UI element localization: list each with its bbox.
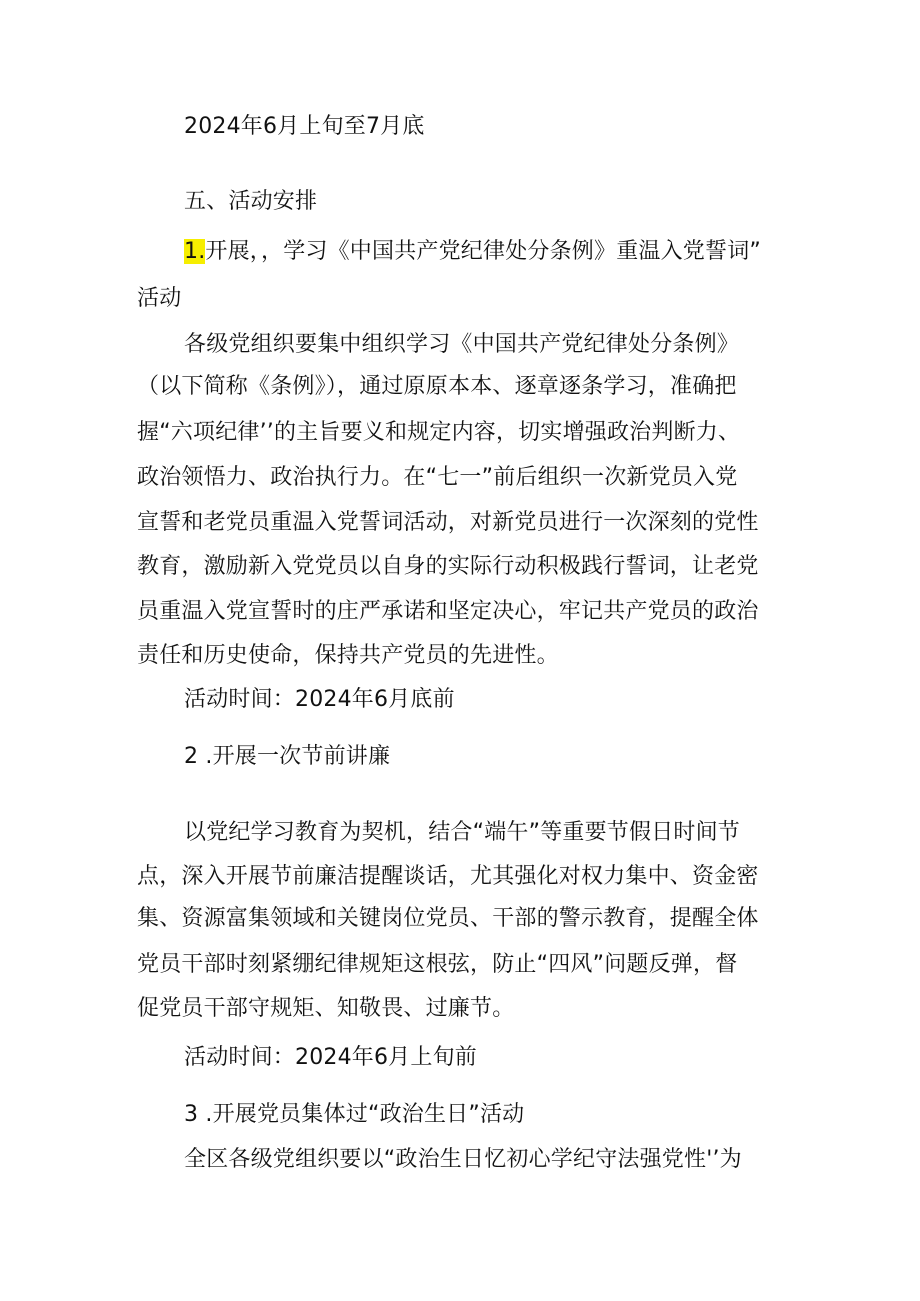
item2-body-line: 促党员干部守规矩、知敬畏、过廉节。 xyxy=(137,996,515,1021)
item1-body-line: 政治领悟力、政治执行力。在“七一”前后组织一次新党员入党 xyxy=(137,465,738,490)
item1-title xyxy=(184,237,761,267)
item3-title: 3 .开展党员集体过“政治生日”活动 xyxy=(184,1102,525,1127)
item1-title-text: 开展，，学习《中国共产党纪律处分条例》重温入党誓词” xyxy=(205,239,761,264)
item1-body-line: （以下简称《条例》），通过原原本本、逐章逐条学习，准确把 xyxy=(137,374,737,399)
activity-period: 2024年6月上旬至7月底 xyxy=(184,114,425,139)
item2-body-line: 以党纪学习教育为契机，结合“端午”等重要节假日时间节 xyxy=(184,820,740,845)
item1-time: 活动时间：2024年6月底前 xyxy=(184,687,455,712)
item3-body-line: 全区各级党组织要以“政治生日忆初心学纪守法强党性'’为 xyxy=(184,1147,742,1172)
item1-number-highlight: 1. xyxy=(184,239,206,264)
item1-body-line: 宣誓和老党员重温入党誓词活动，对新党员进行一次深刻的党性 xyxy=(137,510,759,535)
item2-title: 2 .开展一次节前讲廉 xyxy=(184,744,391,769)
item2-time: 活动时间：2024年6月上旬前 xyxy=(184,1045,477,1070)
item2-body-line: 点，深入开展节前廉洁提醒谈话，尤其强化对权力集中、资金密 xyxy=(137,864,759,889)
item1-body-line: 教育，激励新入党党员以自身的实际行动积极践行誓词，让老党 xyxy=(137,554,759,579)
item2-body-line: 党员干部时刻紧绷纪律规矩这根弦，防止“四风”问题反弹，督 xyxy=(137,952,738,977)
item1-body-line: 握“六项纪律’’的主旨要义和规定内容，切实增强政治判断力、 xyxy=(137,420,741,445)
item2-body-line: 集、资源富集领域和关键岗位党员、干部的警示教育，提醒全体 xyxy=(137,906,759,931)
section-heading: 五、活动安排 xyxy=(184,189,318,214)
item1-body-line: 责任和历史使命，保持共产党员的先进性。 xyxy=(137,643,559,668)
item1-body-line: 员重温入党宣誓时的庄严承诺和坚定决心，牢记共产党员的政治 xyxy=(137,599,759,624)
item1-body-line: 各级党组织要集中组织学习《中国共产党纪律处分条例》 xyxy=(184,332,740,357)
item1-title-continuation: 活动 xyxy=(137,286,182,311)
